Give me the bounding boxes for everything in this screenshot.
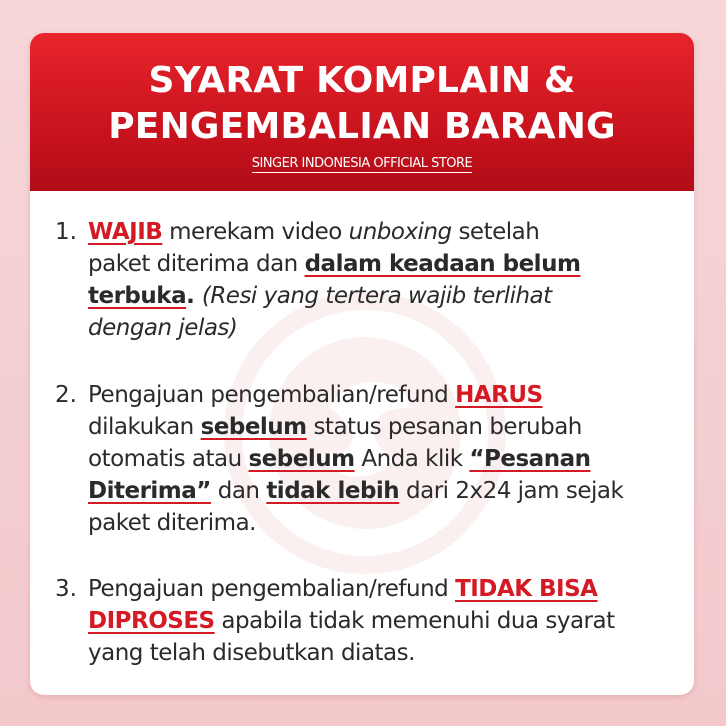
item-2-emphasis-harus: HARUS [455, 382, 543, 408]
item-1-text: setelah [451, 219, 540, 245]
terms-list [30, 33, 694, 695]
item-1-emphasis-terbuka: terbuka [88, 283, 187, 309]
item-1-text: paket diterima dan [88, 251, 305, 277]
item-3-emphasis-tidak-bisa: TIDAK BISA [455, 576, 598, 602]
item-2-text: atau [185, 446, 249, 472]
item-2-line-5 [88, 507, 256, 539]
item-1-line-4 [88, 312, 237, 344]
item-1-emphasis-keadaan: dalam keadaan belum [304, 251, 581, 277]
item-1-italic-note-end: dengan jelas) [88, 315, 238, 341]
item-1-italic-note: (Resi yang tertera wajib terlihat [201, 283, 552, 309]
title-line-2: PENGEMBALIAN BARANG [108, 106, 616, 147]
item-2-text: Pengajuan pengembalian/refund [88, 382, 456, 408]
item-3-line-3 [88, 637, 415, 669]
item-3-text: apabila tidak memenuhi dua syarat [214, 608, 615, 634]
item-3-line-1 [88, 573, 598, 605]
item-2-emphasis-sebelum-2: sebelum [248, 446, 355, 472]
item-2-line-2 [88, 411, 582, 443]
item-2-emphasis-diterima: Diterima” [88, 478, 211, 504]
item-2-emphasis-sebelum: sebelum [200, 414, 307, 440]
item-3-emphasis-diproses: DIPROSES [88, 608, 215, 634]
item-1-line-2 [88, 248, 580, 280]
item-1-line-3 [88, 280, 552, 312]
item-3-number: 3. [55, 576, 77, 602]
item-3-text: yang telah disebutkan diatas. [88, 640, 415, 666]
item-1-emphasis-wajib: WAJIB [88, 219, 163, 245]
item-2-emphasis-pesanan: “Pesanan [469, 446, 591, 472]
item-2-text: dari 2x24 jam sejak [399, 478, 624, 504]
item-2-text: Anda klik [354, 446, 470, 472]
item-2-text: dilakukan [88, 414, 201, 440]
item-2-text: dan [210, 478, 267, 504]
item-2-line-4 [88, 475, 623, 507]
item-1-text: . [186, 283, 202, 309]
info-card [30, 33, 694, 695]
item-1-italic-unboxing: unboxing [348, 219, 452, 245]
item-1-number: 1. [55, 219, 77, 245]
item-1-line-1 [88, 216, 539, 248]
item-3-line-2 [88, 605, 615, 637]
item-1-text: merekam video [162, 219, 349, 245]
item-2-text: status pesanan berubah [306, 414, 582, 440]
item-2-line-3 [88, 443, 590, 475]
item-2-emphasis-tidak-lebih: tidak lebih [266, 478, 400, 504]
item-2-number: 2. [55, 382, 77, 408]
item-2-text: paket diterima. [88, 510, 256, 536]
store-subtitle-text: SINGER INDONESIA OFFICIAL STORE [251, 156, 473, 171]
title-line-1: SYARAT KOMPLAIN & [148, 60, 576, 101]
item-2-line-1 [88, 379, 543, 411]
item-3-text: Pengajuan pengembalian/refund [88, 576, 456, 602]
item-2-text: otomatis [88, 446, 186, 472]
